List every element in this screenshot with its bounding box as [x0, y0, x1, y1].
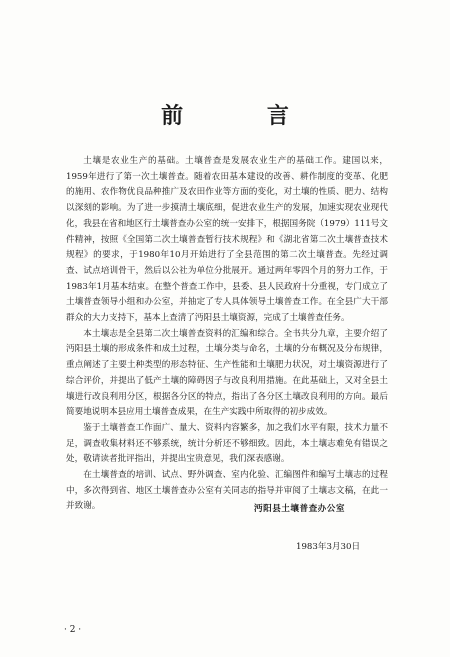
signature-date: 1983年3月30日 — [296, 542, 361, 552]
signature-organization: 沔阳县土壤普查办公室 — [254, 504, 345, 514]
paragraph-2: 本土壤志是全县第二次土壤普查资料的汇编和综合。全书共分九章，主要介绍了沔阳县土壤的形成条件和成土过程，土壤分类与命名，土壤的分布概况及分布规律，重点阐述了主要土种类型的形态特征、生产性能和土壤肥力状况，对土壤资源进行了综合评价，并提出了低产土壤的障碍因子与改良利用措施。在此基础上，又对全县土壤进行改良利用分区，根据各分区的特点，指出了各分区土壤改良利用的方向。最后简要地说明本县应用土壤普查成果，在生产实践中所取得的初步成效。 — [66, 328, 388, 418]
paragraph-4: 在土壤普查的培训、试点、野外调查、室内化验、汇编图件和编写土壤志的过程中，多次得到省、地区土壤普查办公室有关同志的指导并审阅了土壤志文稿，在此一并致谢。 — [66, 470, 388, 512]
preface-body — [66, 154, 388, 515]
page-title: 前 言 — [161, 104, 327, 129]
paragraph-1: 土壤是农业生产的基础。土壤普查是发展农业生产的基础工作。建国以来，1959年进行了第一次土壤普查。随着农田基本建设的改善、耕作制度的变革、化肥的施用、农作物优良品种推广及农田作业等方面的变化，对土壤的性质、肥力、结构以深刻的影响。为了进一步摸清土壤底细，促进农业生产的发展，加速实现农业现代化，我县在省和地区行土壤普查办公室的统一安排下，根据国务院（1979）111号文件精神，按照《全国第二次土壤普查暂行技术规程》和《湖北省第二次土壤普查技术规程》的要求，于1980年10月开始进行了全县范围的第二次土壤普查。先经过调查、试点培训骨干，然后以公社为单位分批展开。通过两年零四个月的努力工作，于1983年1月基本结束。在整个普查工作中，县委、县人民政府十分重视，专门成立了土壤普查领导小组和办公室，并抽定了专人具体领导土壤普查工作。在全县广大干部群众的大力支持下，基本上查清了沔阳县土壤资源，完成了土壤普查任务。 — [66, 156, 388, 324]
page-number: · 2 · — [64, 625, 82, 635]
paragraph-3: 鉴于土壤普查工作面广、量大、资料内容繁多，加之我们水平有限，技术力量不足，调查收集材料还不够系统，统计分析还不够细致。因此，本土壤志难免有错误之处，敬请读者批评指出，并提出宝贵意见，我们深表感谢。 — [66, 422, 388, 465]
